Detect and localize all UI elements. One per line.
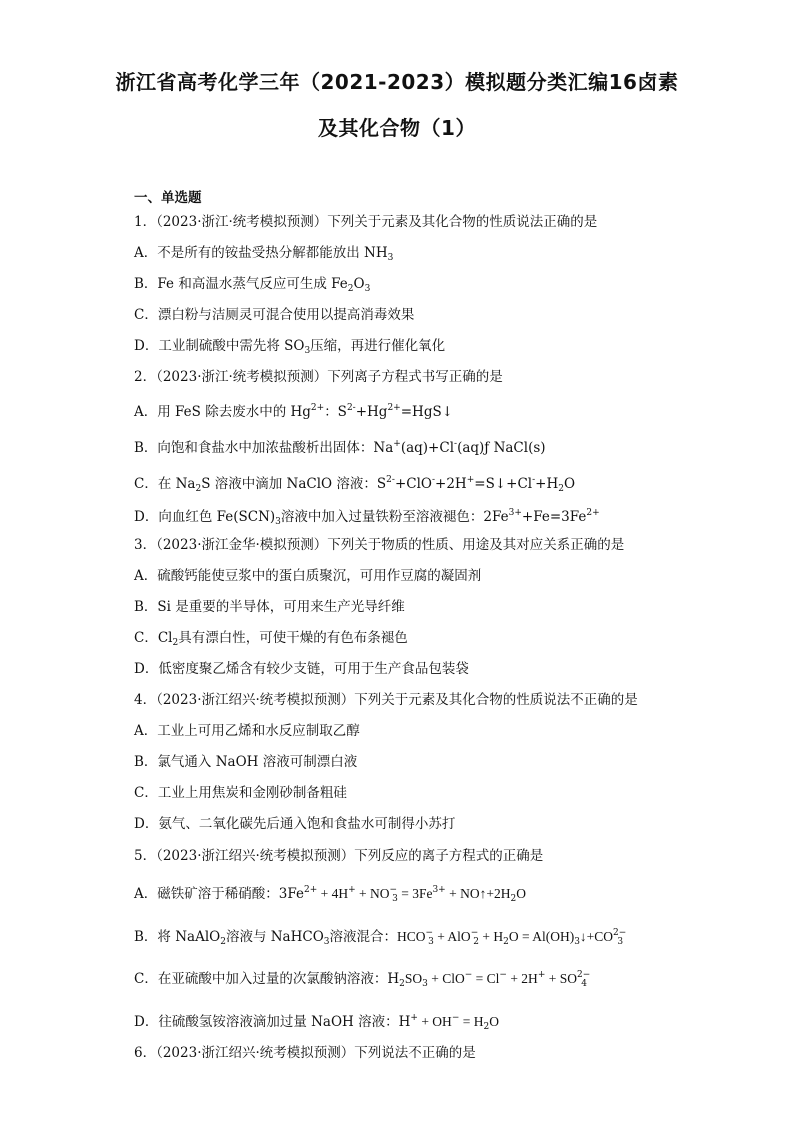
question-5-option-c: C．在亚硫酸中加入过量的次氯酸钠溶液：$H_2SO_3 + ClO^- = Cl^- + 2H^+ + SO^{2-}_4$ xyxy=(134,970,591,989)
question-3-option-a: A．硫酸钙能使豆浆中的蛋白质聚沉，可用作豆腐的凝固剂 xyxy=(134,568,482,584)
question-3-stem: 3．（2023·浙江金华·模拟预测）下列关于物质的性质、用途及其对应关系正确的是 xyxy=(134,537,625,553)
question-4-option-d: D．氨气、二氧化碳先后通入饱和食盐水可制得小苏打 xyxy=(134,816,456,832)
question-1-option-d: D．工业制硫酸中需先将 $SO_3$压缩，再进行催化氧化 xyxy=(134,338,446,356)
question-2-option-c: C．在 $Na_2S$ 溶液中滴加 NaClO 溶液：$S^{2-}+ClO^-+2H^+=S↓+Cl^-+H_2O$ xyxy=(134,475,576,494)
question-3-option-b: B．Si 是重要的半导体，可用来生产光导纤维 xyxy=(134,599,405,615)
question-1-option-a: A．不是所有的铵盐受热分解都能放出 $NH_3$ xyxy=(134,245,394,263)
question-5-stem: 5．（2023·浙江绍兴·统考模拟预测）下列反应的离子方程式的正确是 xyxy=(134,848,544,864)
question-6-stem: 6．（2023·浙江绍兴·统考模拟预测）下列说法不正确的是 xyxy=(134,1045,476,1061)
title-line-1: 浙江省高考化学三年（2021-2023）模拟题分类汇编16卤素 xyxy=(115,70,679,94)
question-5-option-a: A．磁铁矿溶于稀硝酸：$3Fe^{2+} + 4H^+ + NO^-_3 = 3Fe^{3+}$ + $NO↑+2H_2O$ xyxy=(134,885,526,904)
question-1-option-b: B．Fe 和高温水蒸气反应可生成 $Fe_2O_3$ xyxy=(134,276,371,294)
question-5-option-d: D．往硫酸氢铵溶液滴加过量 NaOH 溶液：$H^+ + OH^- = H_2O$ xyxy=(134,1013,499,1032)
question-4-option-c: C．工业上用焦炭和金刚砂制备粗硅 xyxy=(134,785,347,801)
question-2-stem: 2．（2023·浙江·统考模拟预测）下列离子方程式书写正确的是 xyxy=(134,369,503,385)
question-1-stem: 1．（2023·浙江·统考模拟预测）下列关于元素及其化合物的性质说法正确的是 xyxy=(134,214,598,230)
question-1-option-c: C．漂白粉与洁厕灵可混合使用以提高消毒效果 xyxy=(134,307,415,323)
title-line-2: 及其化合物（1） xyxy=(318,116,476,140)
question-4-stem: 4．（2023·浙江绍兴·统考模拟预测）下列关于元素及其化合物的性质说法不正确的是 xyxy=(134,692,638,708)
question-2-option-d: D．向血红色 $Fe(SCN)_3$溶液中加入过量铁粉至溶液褪色：$2Fe^{3+}+Fe=3Fe^{2+}$ xyxy=(134,508,600,527)
question-4-option-b: B．氯气通入 NaOH 溶液可制漂白液 xyxy=(134,754,358,770)
question-5-option-b: B．将 NaAlO$_2$溶液与 NaHCO$_3$溶液混合：$HCO^-_3 + AlO^-_2 + H_2O$ = $Al(OH)_3↓+CO^{2-}_3$ xyxy=(134,928,627,947)
question-3-option-d: D．低密度聚乙烯含有较少支链，可用于生产食品包装袋 xyxy=(134,661,469,677)
question-3-option-c: C．$Cl_2$具有漂白性，可使干燥的有色布条褪色 xyxy=(134,630,408,648)
question-2-option-b: B．向饱和食盐水中加浓盐酸析出固体：Na+(aq)+Cl-(aq)ƒ NaCl(s) xyxy=(134,439,546,456)
question-2-option-a: A．用 FeS 除去废水中的 $Hg^{2+}$：$S^{2-}+Hg^{2+}=HgS↓$ xyxy=(134,403,454,420)
question-4-option-a: A．工业上可用乙烯和水反应制取乙醇 xyxy=(134,723,360,739)
section-heading: 一、单选题 xyxy=(134,190,202,206)
